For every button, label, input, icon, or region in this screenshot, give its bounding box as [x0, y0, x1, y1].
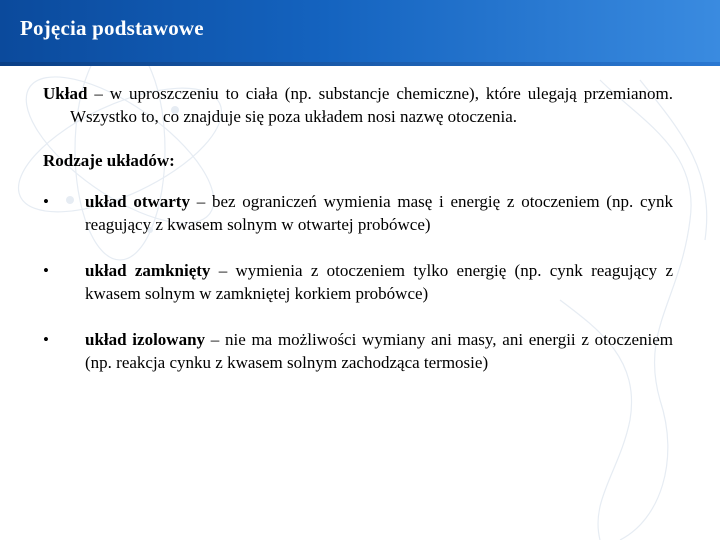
item-term: układ otwarty	[85, 192, 190, 211]
title-bar	[0, 0, 720, 62]
list-item	[43, 328, 673, 374]
page-title: Pojęcia podstawowe	[20, 16, 204, 40]
list-item	[43, 259, 673, 305]
definition-paragraph	[43, 82, 673, 128]
slide-content	[43, 82, 673, 397]
item-text: – bez ograniczeń wymienia masę i energię z otoczeniem (np. cynk reagujący z kwasem solnym w otwartej probówce)	[85, 192, 673, 234]
title-underline	[0, 62, 720, 66]
system-types-list	[43, 190, 673, 374]
section-title: Rodzaje układów:	[43, 151, 175, 170]
item-text: – nie ma możliwości wymiany ani masy, ani energii z otoczeniem (np. reakcja cynku z kwasem solnym zachodząca termosie)	[85, 330, 673, 372]
bullet: •	[43, 192, 49, 211]
bullet: •	[43, 261, 49, 280]
definition-term: Układ	[43, 84, 88, 103]
item-term: układ zamknięty	[85, 261, 211, 280]
item-text: – wymienia z otoczeniem tylko energię (np. cynk reagujący z kwasem solnym w zamkniętej korkiem probówce)	[85, 261, 673, 303]
bullet: •	[43, 330, 49, 349]
item-term: układ izolowany	[85, 330, 206, 349]
list-item	[43, 190, 673, 236]
definition-text: – w uproszczeniu to ciała (np. substancje chemiczne), które ulegają przemianom. Wszystko to, co znajduje się poza układem nosi nazwę otoczenia.	[70, 84, 673, 126]
